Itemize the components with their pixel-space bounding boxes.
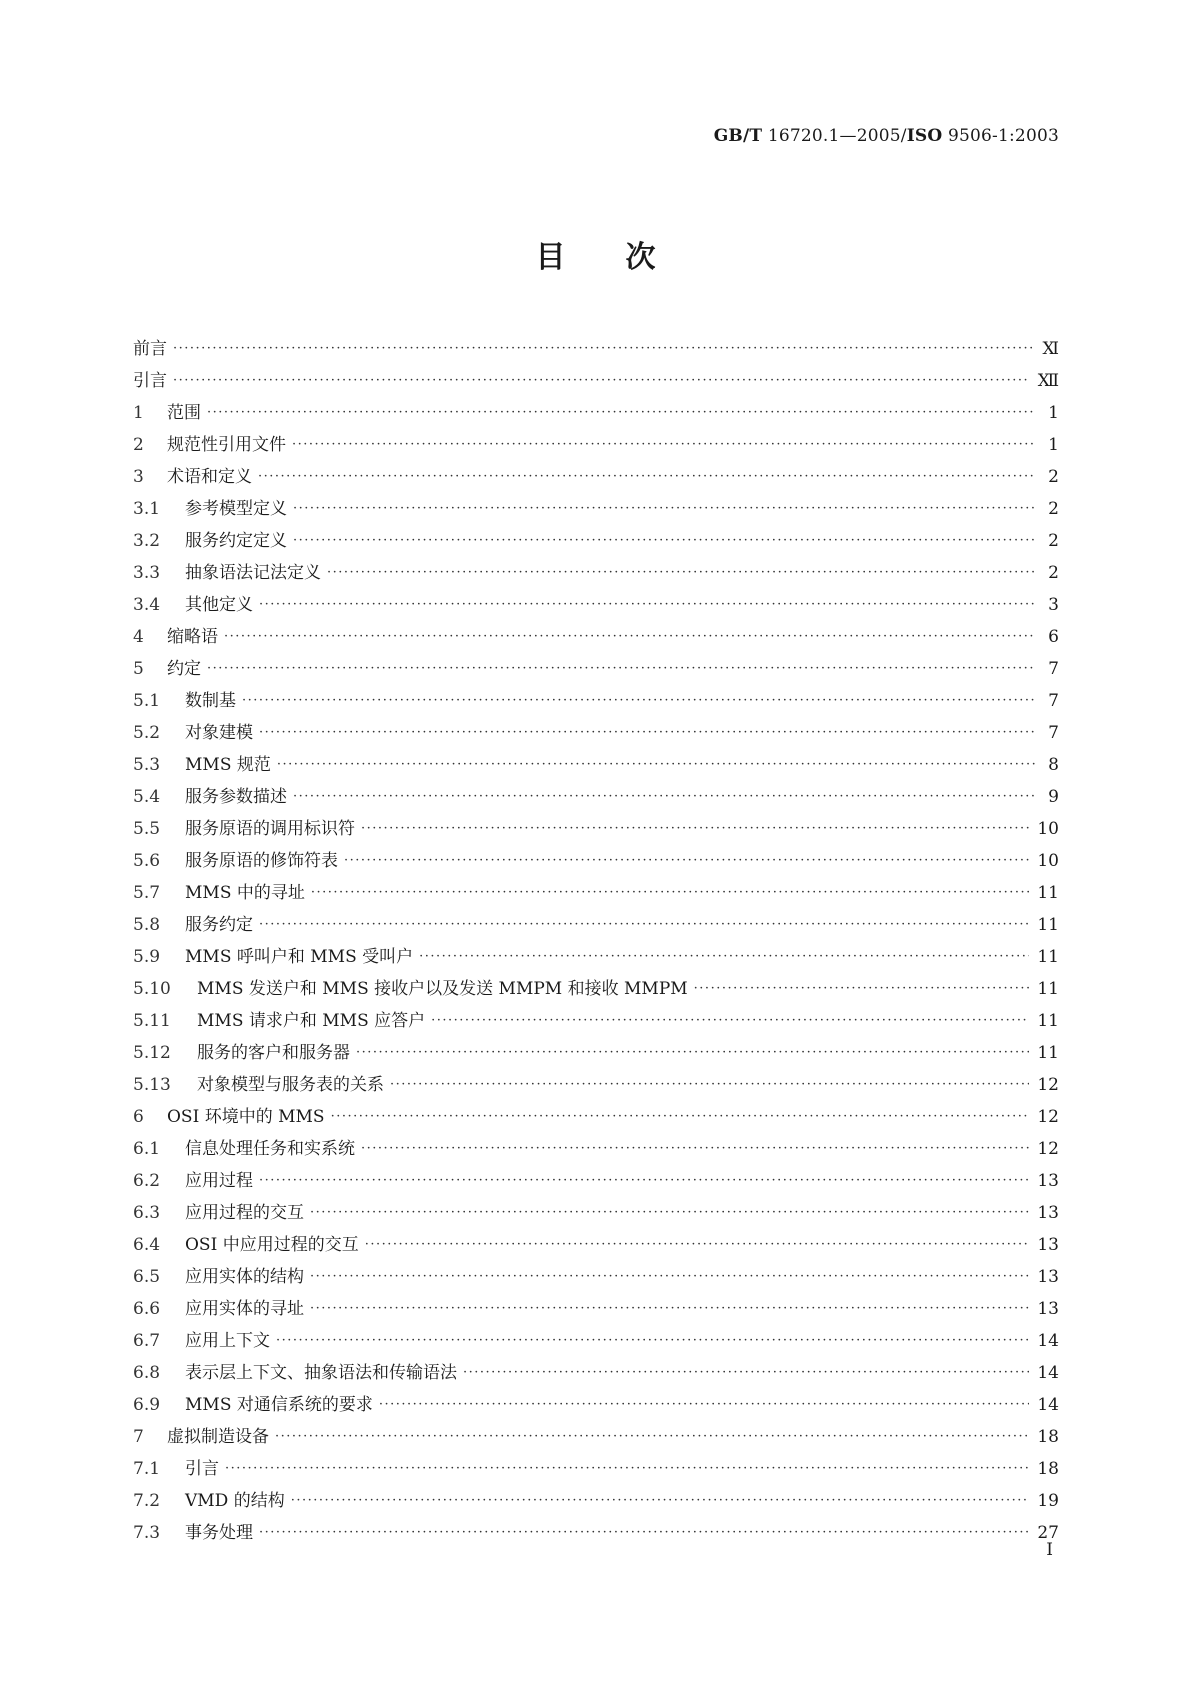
toc-entry-title: MMS 中的寻址 [185, 883, 305, 903]
toc-entry-page: 11 [1037, 1011, 1059, 1031]
toc-entry[interactable] [133, 590, 1059, 622]
toc-leader-dots [311, 885, 1029, 900]
toc-entry[interactable] [133, 1230, 1059, 1262]
toc-entry-title: 约定 [167, 659, 201, 679]
toc-entry[interactable] [133, 430, 1059, 462]
toc-entry-page: 12 [1037, 1075, 1059, 1095]
toc-entry-number: 7.1 [133, 1459, 161, 1479]
toc-entry-title: 服务约定 [185, 915, 253, 935]
toc-leader-dots [293, 789, 1035, 804]
toc-leader-dots [173, 373, 1030, 388]
toc-entry[interactable] [133, 686, 1059, 718]
toc-entry[interactable] [133, 654, 1059, 686]
toc-entry-title: MMS 请求户和 MMS 应答户 [197, 1011, 426, 1031]
toc-entry[interactable] [133, 622, 1059, 654]
toc-entry-title: 应用实体的结构 [185, 1267, 304, 1287]
toc-leader-dots [259, 597, 1035, 612]
toc-entry-number: 7.2 [133, 1491, 161, 1511]
toc-entry-page: 6 [1048, 627, 1059, 647]
toc-leader-dots [258, 469, 1035, 484]
toc-entry-page: 9 [1048, 787, 1059, 807]
toc-entry-number: 5.11 [133, 1011, 171, 1031]
toc-entry-number: 5.5 [133, 819, 161, 839]
toc-entry-title: 应用实体的寻址 [185, 1299, 304, 1319]
toc-entry-title: 应用上下文 [185, 1331, 270, 1351]
toc-entry-number: 5.8 [133, 915, 161, 935]
toc-leader-dots [207, 405, 1035, 420]
toc-leader-dots [344, 853, 1029, 868]
toc-entry-number: 7 [133, 1427, 144, 1447]
toc-entry-number: 5.13 [133, 1075, 171, 1095]
toc-entry[interactable] [133, 878, 1059, 910]
table-of-contents [133, 334, 1059, 1550]
toc-leader-dots [310, 1301, 1029, 1316]
toc-leader-dots [419, 949, 1029, 964]
toc-entry-number: 6.2 [133, 1171, 161, 1191]
toc-entry[interactable] [133, 1326, 1059, 1358]
toc-entry[interactable] [133, 910, 1059, 942]
toc-entry-title: 术语和定义 [167, 467, 252, 487]
toc-entry-page: 13 [1037, 1203, 1059, 1223]
toc-entry-number: 6.7 [133, 1331, 161, 1351]
toc-leader-dots [207, 661, 1035, 676]
toc-entry-page: 12 [1037, 1107, 1059, 1127]
toc-entry-title: 服务约定定义 [185, 531, 287, 551]
toc-entry[interactable] [133, 1102, 1059, 1134]
toc-leader-dots [259, 725, 1035, 740]
toc-entry-page: 12 [1037, 1139, 1059, 1159]
toc-entry-page: 14 [1037, 1331, 1059, 1351]
toc-entry[interactable] [133, 334, 1059, 366]
toc-entry-page: 11 [1037, 915, 1059, 935]
toc-entry-title: 事务处理 [185, 1523, 253, 1543]
toc-entry-title: 表示层上下文、抽象语法和传输语法 [185, 1363, 457, 1383]
toc-leader-dots [310, 1205, 1029, 1220]
toc-entry-page: 1 [1048, 403, 1059, 423]
toc-entry[interactable] [133, 1294, 1059, 1326]
toc-entry-number: 6.4 [133, 1235, 161, 1255]
toc-entry[interactable] [133, 1166, 1059, 1198]
toc-entry[interactable] [133, 814, 1059, 846]
toc-entry-page: 2 [1048, 467, 1059, 487]
toc-entry-page: 13 [1037, 1299, 1059, 1319]
toc-leader-dots [390, 1077, 1029, 1092]
toc-entry-page: 7 [1048, 723, 1059, 743]
toc-entry-page: 13 [1037, 1267, 1059, 1287]
toc-entry-page: 10 [1037, 851, 1059, 871]
toc-entry[interactable] [133, 1390, 1059, 1422]
iso-prefix: ISO [906, 126, 943, 146]
toc-entry[interactable] [133, 750, 1059, 782]
toc-entry-page: 8 [1048, 755, 1059, 775]
toc-entry[interactable] [133, 526, 1059, 558]
toc-entry[interactable] [133, 1134, 1059, 1166]
toc-entry-title: MMS 发送户和 MMS 接收户以及发送 MMPM 和接收 MMPM [197, 979, 688, 999]
toc-entry[interactable] [133, 1038, 1059, 1070]
toc-entry-page: 7 [1048, 691, 1059, 711]
toc-leader-dots [431, 1013, 1029, 1028]
toc-entry-title: MMS 规范 [185, 755, 271, 775]
toc-entry-number: 4 [133, 627, 144, 647]
toc-entry-number: 3.2 [133, 531, 161, 551]
toc-leader-dots [293, 533, 1035, 548]
toc-entry[interactable] [133, 1358, 1059, 1390]
toc-entry-number: 5.3 [133, 755, 161, 775]
toc-entry[interactable] [133, 1454, 1059, 1486]
toc-entry-page: 1 [1048, 435, 1059, 455]
toc-entry-number: 6.9 [133, 1395, 161, 1415]
toc-entry-title: 参考模型定义 [185, 499, 287, 519]
toc-entry-number: 6.8 [133, 1363, 161, 1383]
toc-entry-page: 11 [1037, 947, 1059, 967]
toc-entry-page: 11 [1037, 979, 1059, 999]
toc-entry-title: 对象模型与服务表的关系 [197, 1075, 384, 1095]
toc-entry-title: 规范性引用文件 [167, 435, 286, 455]
toc-entry-title: 其他定义 [185, 595, 253, 615]
toc-entry-page: 14 [1037, 1363, 1059, 1383]
standard-code-prefix: GB/T [713, 126, 763, 146]
toc-entry-number: 3 [133, 467, 144, 487]
toc-entry-title: 虚拟制造设备 [167, 1427, 269, 1447]
toc-entry-number: 5.9 [133, 947, 161, 967]
toc-entry-title: 对象建模 [185, 723, 253, 743]
iso-number: 9506-1:2003 [942, 126, 1059, 146]
toc-entry-page: 27 [1037, 1523, 1059, 1543]
toc-entry-title: 前言 [133, 339, 167, 359]
toc-entry[interactable] [133, 782, 1059, 814]
toc-leader-dots [275, 1429, 1029, 1444]
toc-leader-dots [277, 757, 1035, 772]
toc-entry-number: 1 [133, 403, 144, 423]
toc-entry-number: 5.7 [133, 883, 161, 903]
toc-entry-title: 信息处理任务和实系统 [185, 1139, 355, 1159]
toc-leader-dots [224, 629, 1035, 644]
toc-entry[interactable] [133, 1486, 1059, 1518]
toc-entry-page: 19 [1037, 1491, 1059, 1511]
toc-entry[interactable] [133, 1006, 1059, 1038]
toc-entry-page: 10 [1037, 819, 1059, 839]
toc-entry-title: 服务原语的调用标识符 [185, 819, 355, 839]
toc-entry-page: 18 [1037, 1459, 1059, 1479]
toc-entry-title: 应用过程的交互 [185, 1203, 304, 1223]
toc-leader-dots [694, 981, 1030, 996]
toc-entry-title: 应用过程 [185, 1171, 253, 1191]
toc-entry-number: 3.4 [133, 595, 161, 615]
toc-entry-title: MMS 呼叫户和 MMS 受叫户 [185, 947, 414, 967]
toc-entry-page: 14 [1037, 1395, 1059, 1415]
toc-entry[interactable] [133, 494, 1059, 526]
toc-entry-title: MMS 对通信系统的要求 [185, 1395, 373, 1415]
toc-entry-title: 服务参数描述 [185, 787, 287, 807]
toc-leader-dots [259, 1525, 1029, 1540]
toc-entry-number: 5 [133, 659, 144, 679]
toc-entry[interactable] [133, 974, 1059, 1006]
page-number: I [1046, 1540, 1053, 1560]
toc-entry-number: 6.3 [133, 1203, 161, 1223]
toc-entry-page: 18 [1037, 1427, 1059, 1447]
toc-entry-number: 5.10 [133, 979, 171, 999]
toc-entry[interactable] [133, 558, 1059, 590]
toc-leader-dots [259, 917, 1029, 932]
toc-leader-dots [242, 693, 1035, 708]
toc-entry[interactable] [133, 1518, 1059, 1550]
toc-entry-number: 5.1 [133, 691, 161, 711]
toc-leader-dots [361, 1141, 1029, 1156]
toc-entry-title: 服务原语的修饰符表 [185, 851, 338, 871]
toc-entry[interactable] [133, 846, 1059, 878]
toc-entry[interactable] [133, 1070, 1059, 1102]
toc-leader-dots [327, 565, 1035, 580]
toc-entry-number: 6.1 [133, 1139, 161, 1159]
toc-entry-page: 13 [1037, 1171, 1059, 1191]
toc-leader-dots [173, 341, 1035, 356]
toc-entry-title: 范围 [167, 403, 201, 423]
standard-code-number: 16720.1—2005/ [762, 126, 907, 146]
toc-entry-page: 3 [1048, 595, 1059, 615]
toc-leader-dots [356, 1045, 1029, 1060]
toc-entry[interactable] [133, 718, 1059, 750]
toc-entry[interactable] [133, 1198, 1059, 1230]
toc-entry-number: 7.3 [133, 1523, 161, 1543]
toc-leader-dots [310, 1269, 1029, 1284]
toc-entry-page: 11 [1037, 1043, 1059, 1063]
toc-leader-dots [293, 501, 1035, 516]
toc-entry[interactable] [133, 1262, 1059, 1294]
toc-entry-title: 引言 [133, 371, 167, 391]
toc-leader-dots [331, 1109, 1030, 1124]
toc-leader-dots [291, 1493, 1030, 1508]
standard-code [714, 126, 1059, 146]
toc-entry-number: 5.12 [133, 1043, 171, 1063]
toc-entry-title: 抽象语法记法定义 [185, 563, 321, 583]
toc-entry-page: 2 [1048, 499, 1059, 519]
toc-entry-page: 13 [1037, 1235, 1059, 1255]
toc-entry-title: 数制基 [185, 691, 236, 711]
toc-entry-number: 5.2 [133, 723, 161, 743]
toc-entry-number: 5.4 [133, 787, 161, 807]
toc-entry-title: 服务的客户和服务器 [197, 1043, 350, 1063]
toc-leader-dots [379, 1397, 1029, 1412]
toc-entry[interactable] [133, 366, 1059, 398]
toc-entry-number: 3.3 [133, 563, 161, 583]
toc-leader-dots [292, 437, 1035, 452]
toc-entry-page: Ⅻ [1037, 371, 1059, 391]
toc-entry-page: 7 [1048, 659, 1059, 679]
toc-entry-number: 6.6 [133, 1299, 161, 1319]
page-title: 目次 [535, 240, 716, 275]
toc-entry-page: Ⅺ [1042, 339, 1059, 359]
toc-leader-dots [361, 821, 1029, 836]
toc-entry-number: 6.5 [133, 1267, 161, 1287]
toc-leader-dots [225, 1461, 1029, 1476]
toc-entry-page: 2 [1048, 563, 1059, 583]
toc-entry-number: 5.6 [133, 851, 161, 871]
toc-entry[interactable] [133, 942, 1059, 974]
toc-entry-number: 6 [133, 1107, 144, 1127]
toc-entry-title: VMD 的结构 [185, 1491, 285, 1511]
toc-entry-title: 缩略语 [167, 627, 218, 647]
toc-entry-title: OSI 环境中的 MMS [167, 1107, 325, 1127]
toc-entry-number: 3.1 [133, 499, 161, 519]
toc-entry-page: 2 [1048, 531, 1059, 551]
toc-leader-dots [365, 1237, 1030, 1252]
toc-entry[interactable] [133, 1422, 1059, 1454]
toc-entry-title: 引言 [185, 1459, 219, 1479]
toc-leader-dots [276, 1333, 1029, 1348]
toc-leader-dots [259, 1173, 1029, 1188]
toc-entry[interactable] [133, 398, 1059, 430]
toc-entry[interactable] [133, 462, 1059, 494]
toc-leader-dots [463, 1365, 1029, 1380]
toc-entry-page: 11 [1037, 883, 1059, 903]
toc-entry-number: 2 [133, 435, 144, 455]
toc-entry-title: OSI 中应用过程的交互 [185, 1235, 359, 1255]
